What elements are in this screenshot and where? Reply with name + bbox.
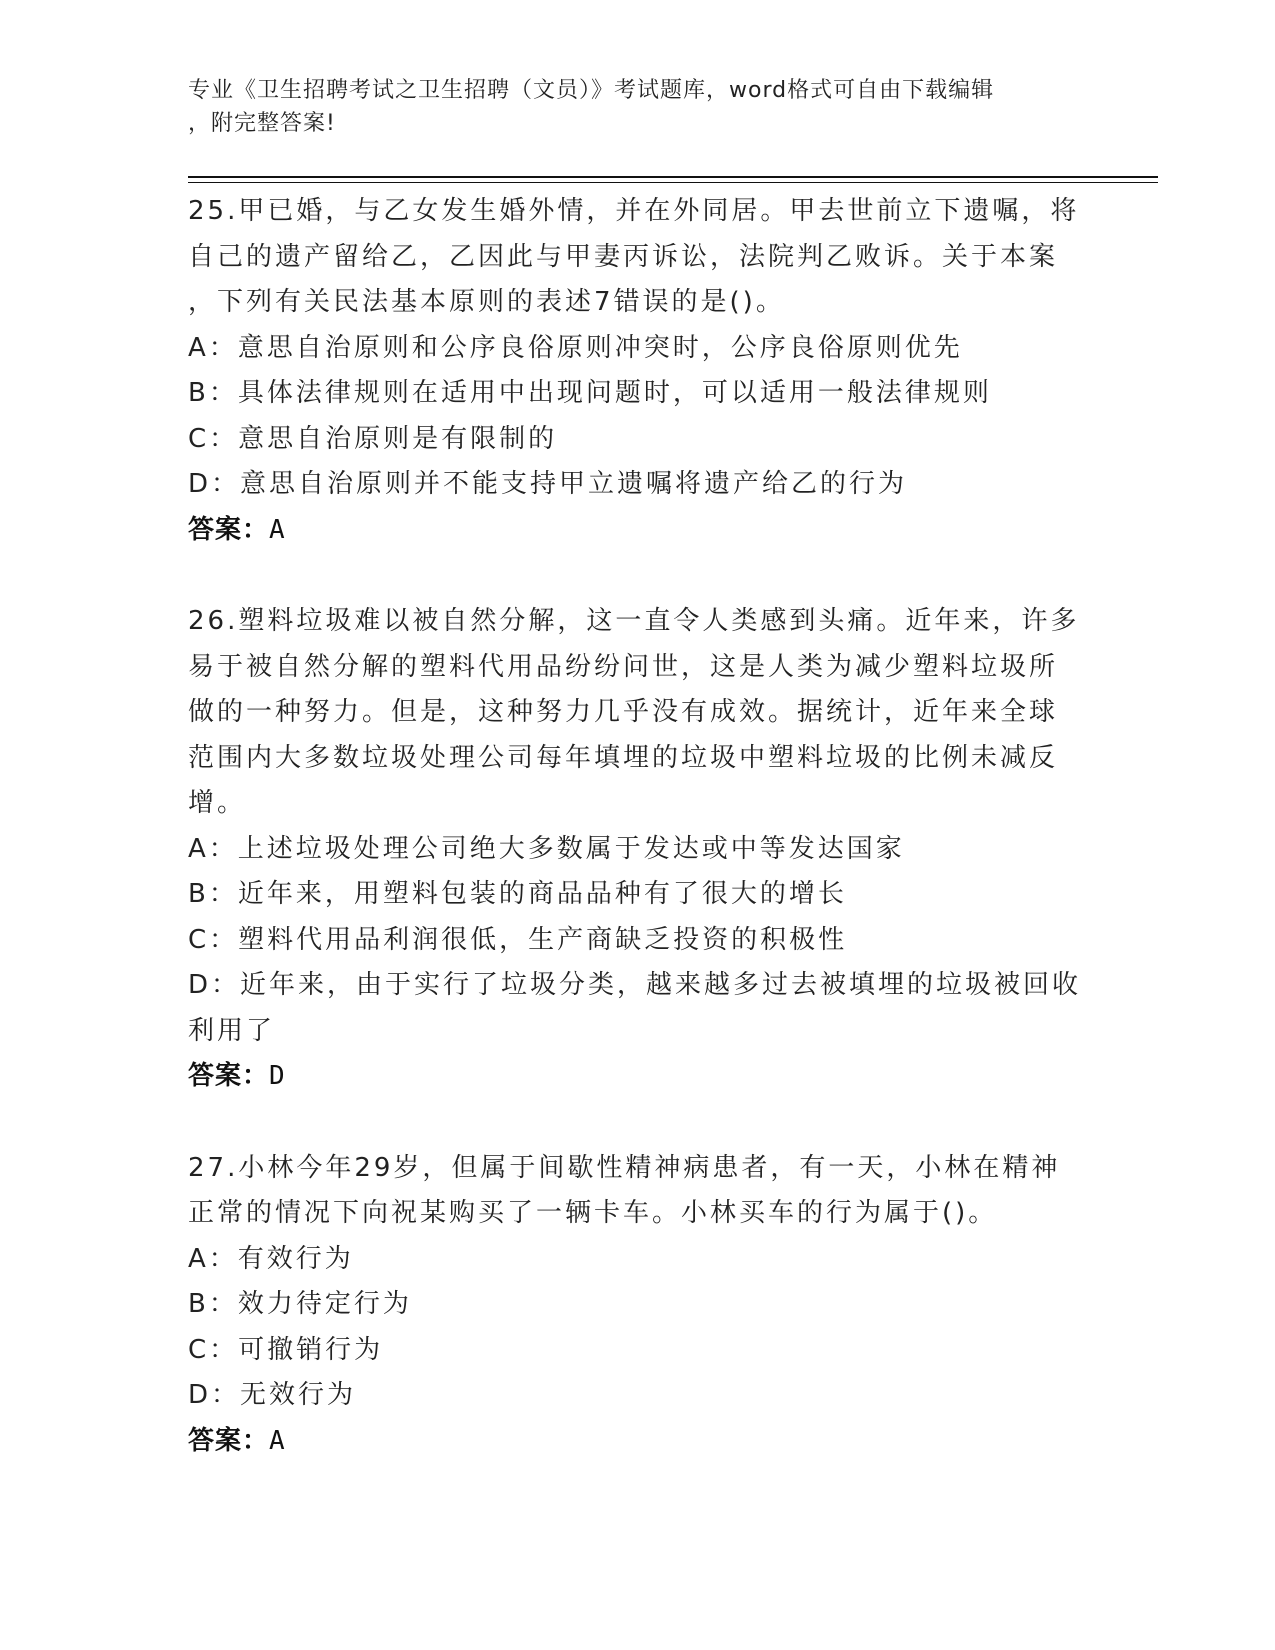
header-title-line-1: 专业《卫生招聘考试之卫生招聘（文员）》考试题库，word格式可自由下载编辑	[188, 78, 995, 103]
answer-option-line: 利用了	[188, 1015, 276, 1046]
answer-key	[188, 508, 1088, 554]
answer-value: A	[269, 514, 286, 545]
answer-label: 答案：	[188, 1061, 270, 1091]
answer-option-line: D：近年来，由于实行了垃圾分类，越来越多过去被填埋的垃圾被回收	[188, 970, 1082, 1000]
header-divider-thin	[188, 182, 1158, 183]
answer-option-line: D：意思自治原则并不能支持甲立遗嘱将遗产给乙的行为	[188, 469, 908, 499]
header-title-line-2: ，附完整答案!	[188, 111, 336, 136]
answer-key	[188, 1419, 1088, 1465]
answer-label: 答案：	[188, 1425, 270, 1456]
question-stem-line: ，下列有关民法基本原则的表述7错误的是()。	[188, 287, 785, 317]
answer-key	[188, 1054, 1088, 1100]
answer-value: D	[269, 1061, 286, 1091]
answer-option-line: C：意思自治原则是有限制的	[188, 423, 558, 454]
question-stem-line: 自己的遗产留给乙，乙因此与甲妻丙诉讼，法院判乙败诉。关于本案	[188, 241, 1059, 272]
question-block	[188, 599, 1088, 1100]
question-stem-line: 范围内大多数垃圾处理公司每年填埋的垃圾中塑料垃圾的比例未减反	[188, 742, 1059, 773]
document-header	[188, 74, 1068, 140]
question-stem-line: 正常的情况下向祝某购买了一辆卡车。小林买车的行为属于()。	[188, 1198, 998, 1228]
answer-value: A	[269, 1425, 286, 1456]
question-stem-line: 27.小林今年29岁，但属于间歇性精神病患者，有一天，小林在精神	[188, 1152, 1061, 1183]
answer-option-line: B：效力待定行为	[188, 1289, 412, 1319]
answer-option-line: B：具体法律规则在适用中出现问题时，可以适用一般法律规则	[188, 378, 992, 408]
answer-option-line: A：意思自治原则和公序良俗原则冲突时，公序良俗原则优先	[188, 332, 963, 363]
answer-label: 答案：	[188, 514, 270, 545]
answer-option-line: B：近年来，用塑料包装的商品品种有了很大的增长	[188, 879, 847, 909]
question-stem-line: 26.塑料垃圾难以被自然分解，这一直令人类感到头痛。近年来，许多	[188, 606, 1080, 636]
question-stem-line: 增。	[188, 788, 247, 818]
question-block	[188, 1146, 1088, 1465]
answer-option-line: A：有效行为	[188, 1243, 354, 1274]
answer-option-line: A：上述垃圾处理公司绝大多数属于发达或中等发达国家	[188, 833, 905, 864]
answer-option-line: C：可撤销行为	[188, 1334, 384, 1365]
question-stem-line: 易于被自然分解的塑料代用品纷纷问世，这是人类为减少塑料垃圾所	[188, 651, 1059, 682]
header-divider-thick	[188, 176, 1158, 178]
answer-option-line: D：无效行为	[188, 1380, 357, 1410]
question-block	[188, 189, 1088, 553]
question-stem-line: 做的一种努力。但是，这种努力几乎没有成效。据统计，近年来全球	[188, 697, 1059, 727]
question-list	[188, 189, 1088, 1510]
question-stem-line: 25.甲已婚，与乙女发生婚外情，并在外同居。甲去世前立下遗嘱，将	[188, 196, 1080, 226]
answer-option-line: C：塑料代用品利润很低，生产商缺乏投资的积极性	[188, 924, 848, 955]
